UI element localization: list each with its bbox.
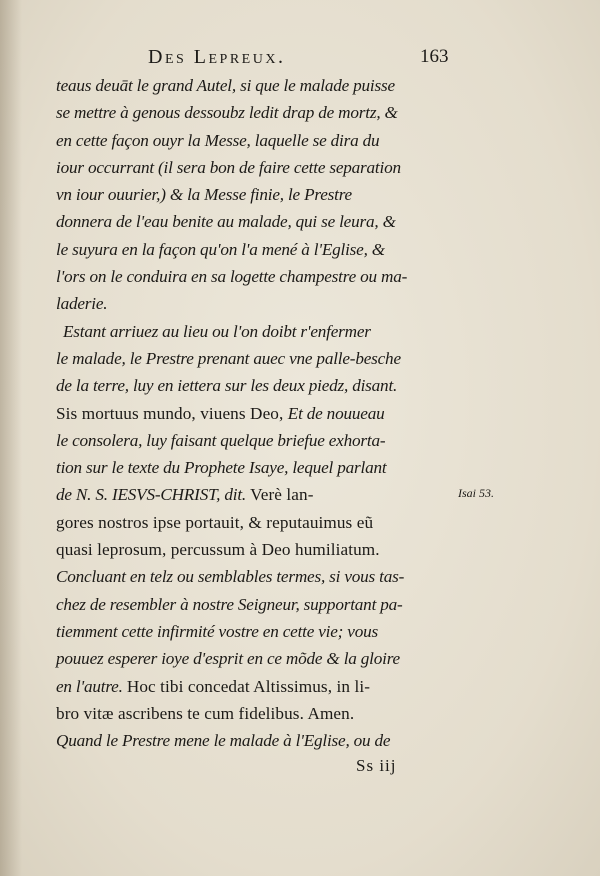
italic-text: teaus deuāt le grand Autel, si que le malade puisse (56, 76, 395, 95)
italic-text: laderie. (56, 294, 108, 314)
italic-text: le malade, le Prestre prenant auec vne palle-besche (56, 348, 401, 368)
text-line (56, 536, 446, 563)
gutter-shadow (0, 0, 22, 876)
text-line (56, 509, 446, 536)
text-line (56, 481, 446, 508)
text-line (56, 236, 446, 263)
roman-text: bro vitæ ascribens te cum fidelibus. Amen. (56, 703, 355, 723)
running-title: Des Lepreux. (148, 46, 286, 68)
running-head (0, 46, 600, 72)
text-line (56, 154, 446, 181)
roman-text: Sis mortuus mundo, viuens Deo, (56, 403, 288, 423)
text-line (56, 400, 446, 427)
text-line (56, 673, 446, 700)
italic-text: Quand le Prestre mene le malade à l'Eglise, ou de (56, 731, 391, 751)
italic-text: de la terre, luy en iettera sur les deux piedz, disant. (56, 376, 398, 396)
italic-text: en l'autre. (56, 676, 127, 696)
text-line (56, 72, 446, 99)
roman-text: quasi leprosum, percussum à Deo humiliatum. (56, 540, 380, 560)
text-line (56, 181, 446, 208)
text-line (56, 618, 446, 645)
italic-text: tiemment cette infirmité vostre en cette vie; vous (56, 621, 379, 641)
text-line (56, 563, 446, 590)
italic-text: tion sur le texte du Prophete Isaye, lequel parlant (56, 458, 387, 478)
italic-text: en cette façon ouyr la Messe, laquelle se dira du (56, 130, 380, 150)
roman-text: gores nostros ipse portauit, & reputauimus eũ (56, 512, 374, 532)
page-number: 163 (420, 46, 449, 67)
italic-text: le consolera, luy faisant quelque briefue exhorta- (56, 430, 386, 450)
italic-text: le suyura en la façon qu'on l'a mené à l'Eglise, & (56, 239, 385, 259)
italic-text: de N. S. IESVS-CHRIST, dit. (56, 485, 251, 505)
italic-text: se mettre à genous dessoubz ledit drap de mortz, & (56, 103, 398, 123)
text-line (56, 263, 446, 290)
text-line (56, 700, 446, 727)
italic-text: chez de resembler à nostre Seigneur, supportant pa- (56, 594, 403, 614)
text-line (56, 372, 446, 399)
text-line (56, 127, 446, 154)
italic-text: vn iour ouurier,) & la Messe finie, le Prestre (56, 185, 352, 205)
signature-mark: Ss iij (356, 756, 397, 775)
text-line (56, 454, 446, 481)
text-line (56, 591, 446, 618)
text-line (56, 427, 446, 454)
text-line (56, 99, 446, 126)
text-line (56, 208, 446, 235)
roman-text: Hoc tibi concedat Altissimus, in li- (126, 676, 371, 696)
body-text (56, 72, 446, 754)
text-line (56, 290, 446, 317)
text-line (56, 345, 446, 372)
margin-note: Isai 53. (458, 486, 494, 500)
italic-text: Et de nouueau (287, 403, 385, 423)
text-line (56, 645, 446, 672)
italic-text: l'ors on le conduira en sa logette champestre ou ma- (56, 267, 408, 287)
text-line (56, 318, 446, 345)
text-line (56, 727, 446, 754)
italic-text: iour occurrant (il sera bon de faire cette separation (56, 157, 401, 177)
roman-text: Verè lan- (250, 485, 314, 505)
italic-text: Estant arriuez au lieu ou l'on doibt r'enfermer (63, 321, 371, 341)
italic-text: Concluant en telz ou semblables termes, si vous tas- (56, 567, 405, 587)
italic-text: pouuez esperer ioye d'esprit en ce mõde & la gloire (56, 649, 400, 669)
italic-text: donnera de l'eau benite au malade, qui se leura, & (56, 212, 396, 232)
